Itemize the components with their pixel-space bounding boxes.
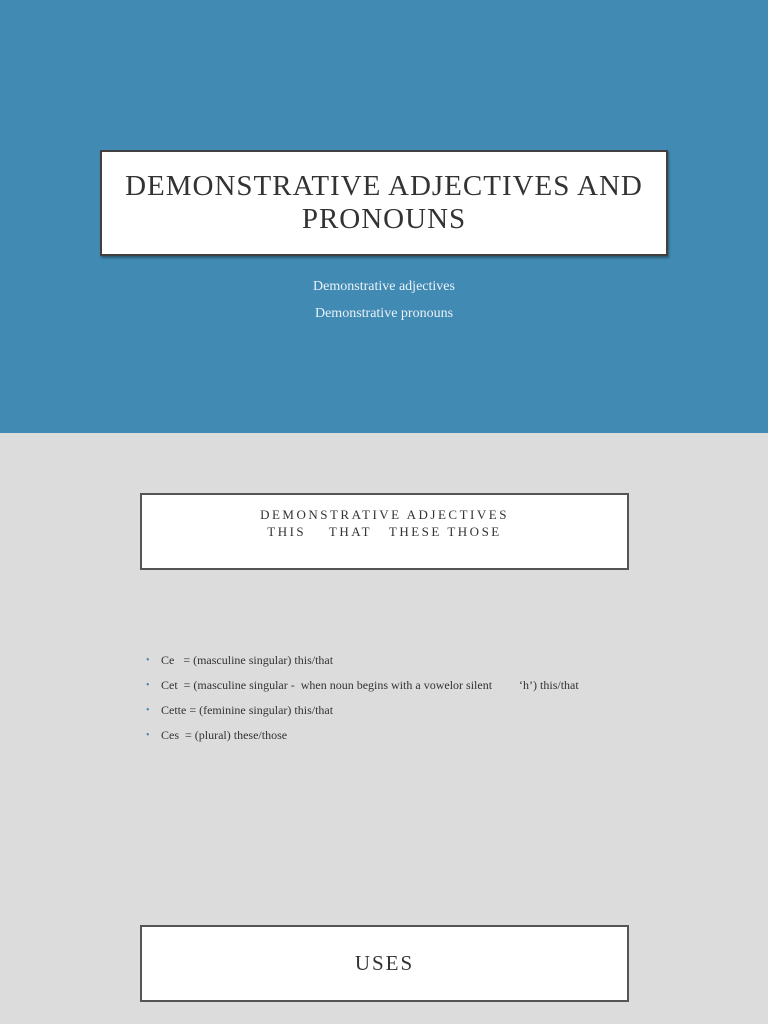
slide-title: DEMONSTRATIVE ADJECTIVES AND PRONOUNS bbox=[125, 170, 643, 235]
bullet-text: Cette = (feminine singular) this/that bbox=[161, 703, 334, 717]
bullet-text: Cet = (masculine singular - when noun begins with a vowelor silent ‘h’) this/that bbox=[161, 678, 579, 692]
bullet-icon: • bbox=[146, 680, 150, 691]
bullet-icon: • bbox=[146, 655, 150, 666]
bullet-list bbox=[145, 653, 625, 753]
bullet-text: Ce = (masculine singular) this/that bbox=[161, 653, 334, 667]
bullet-icon: • bbox=[146, 705, 150, 716]
bullet-text: Ces = (plural) these/those bbox=[161, 728, 288, 742]
title-slide bbox=[0, 0, 768, 433]
bullet-icon: • bbox=[146, 730, 150, 741]
title-box bbox=[100, 150, 668, 256]
subtitle-adjectives: Demonstrative adjectives bbox=[313, 279, 455, 294]
list-item bbox=[145, 653, 625, 668]
list-item bbox=[145, 728, 625, 743]
heading-title: DEMONSTRATIVE ADJECTIVES bbox=[260, 507, 509, 522]
heading-subtitle: THIS THAT THESE THOSE bbox=[267, 524, 502, 539]
heading-box bbox=[140, 493, 629, 570]
subtitle-pronouns: Demonstrative pronouns bbox=[314, 306, 454, 321]
uses-title: USES bbox=[354, 951, 415, 975]
list-item bbox=[145, 703, 625, 718]
content-slide bbox=[0, 433, 768, 1024]
list-item bbox=[145, 678, 625, 693]
uses-box bbox=[140, 925, 629, 1002]
